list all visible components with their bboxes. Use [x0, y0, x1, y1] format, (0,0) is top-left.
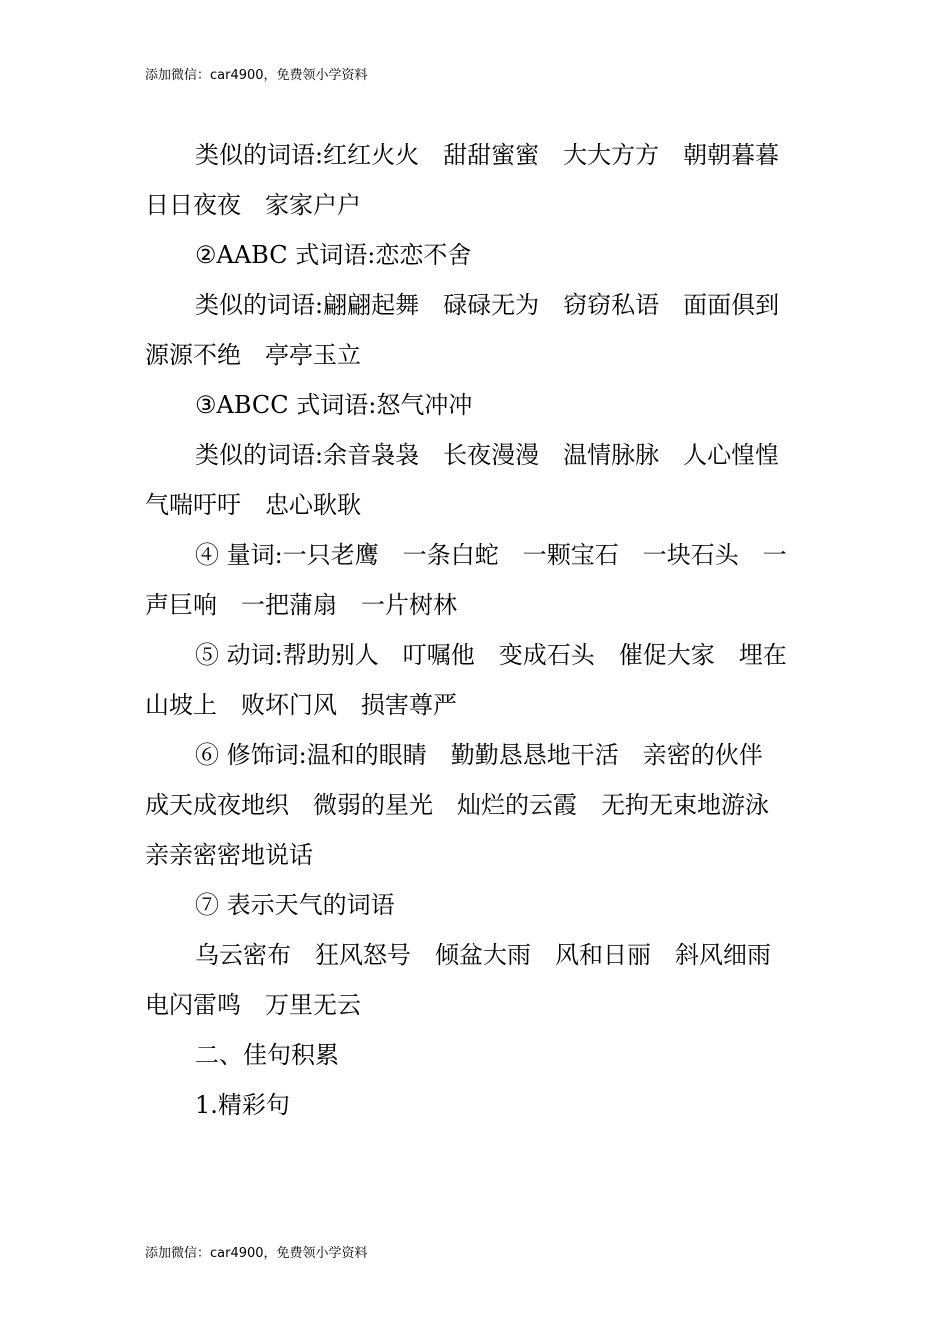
paragraph-weather-words: 乌云密布 狂风怒号 倾盆大雨 风和日丽 斜风细雨 电闪雷鸣 万里无云 [145, 941, 803, 1019]
paragraph-similar-words-aabc: 类似的词语:翩翩起舞 碌碌无为 窃窃私语 面面俱到 源源不绝 亭亭玉立 [145, 291, 804, 369]
paragraph-modifiers: ⑥ 修饰词:温和的眼睛 勤勤恳恳地干活 亲密的伙伴 成天成夜地织 微弱的星光 灿烂的云霞 无拘无束地游泳 亲亲密密地说话 [145, 741, 793, 869]
paragraph-similar-words-aabb: 类似的词语:红红火火 甜甜蜜蜜 大大方方 朝朝暮暮 日日夜夜 家家户户 [145, 141, 804, 219]
paragraph-verbs: ⑤ 动词:帮助别人 叮嘱他 变成石头 催促大家 埋在山坡上 败坏门风 损害尊严 [145, 641, 787, 719]
paragraph-aabc-words: ②AABC 式词语:恋恋不舍 [195, 241, 472, 269]
page-footer-note: 添加微信：car4900，免费领小学资料 [145, 1246, 368, 1261]
paragraph-measure-words: ④ 量词:一只老鹰 一条白蛇 一颗宝石 一块石头 一声巨响 一把蒲扇 一片树林 [145, 541, 787, 619]
page-header-note: 添加微信：car4900，免费领小学资料 [145, 68, 368, 83]
paragraph-weather-heading: ⑦ 表示天气的词语 [195, 891, 395, 919]
document-body [145, 130, 805, 1130]
section-heading-sentences: 二、佳句积累 [195, 1041, 339, 1069]
subsection-heading-excellent-sentences: 1.精彩句 [195, 1091, 290, 1119]
paragraph-abcc-words: ③ABCC 式词语:怒气冲冲 [195, 391, 473, 419]
paragraph-similar-words-abcc: 类似的词语:余音袅袅 长夜漫漫 温情脉脉 人心惶惶 气喘吁吁 忠心耿耿 [145, 441, 804, 519]
